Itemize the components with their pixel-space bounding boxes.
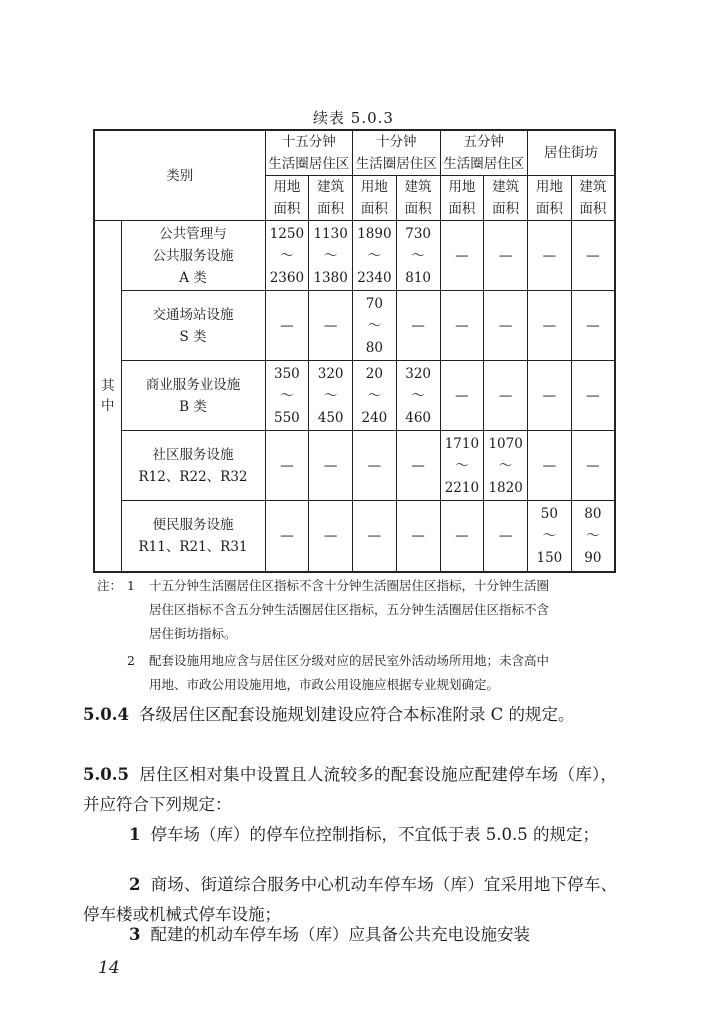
value-cell: [265, 431, 309, 501]
empty-dash: —: [323, 527, 338, 544]
empty-dash: —: [280, 317, 294, 334]
value-part: 1070: [488, 435, 523, 452]
value-cell: [353, 431, 397, 501]
value-cell: [440, 221, 484, 291]
row-category-line: 公共管理与: [159, 225, 227, 242]
row-category-line: A 类: [179, 269, 207, 286]
value-cell: [396, 361, 440, 431]
clause-text: 居住区相对集中设置且人流较多的配套设施应配建停车场（库），并应符合下列规定：: [83, 765, 617, 814]
subheader-building-area: 建筑 面积: [309, 176, 353, 221]
value-cell: [528, 501, 572, 572]
empty-dash: —: [323, 457, 338, 474]
note-text: 十五分钟生活圈居住区指标不含十分钟生活圈居住区指标，十分钟生活圈: [149, 578, 550, 593]
value-part: 810: [405, 269, 432, 286]
value-part: 2210: [444, 479, 480, 496]
value-part: 450: [317, 409, 344, 426]
row-category-line: 便民服务设施: [152, 516, 234, 533]
value-cell: [353, 291, 397, 361]
value-part: 80: [584, 505, 602, 522]
value-part: ～: [280, 387, 294, 404]
row-category-line: B 类: [179, 398, 207, 415]
value-part: 80: [365, 339, 383, 356]
value-cell: [265, 361, 309, 431]
note-item: [97, 574, 637, 598]
value-cell: [265, 501, 309, 572]
clause-5-0-4: [83, 700, 617, 730]
value-part: 1820: [488, 479, 523, 496]
header-group-10min: 十分钟 生活圈居住区: [353, 130, 441, 176]
page-number: 14: [98, 958, 120, 978]
table-row: [94, 431, 615, 501]
empty-dash: —: [586, 317, 600, 334]
value-part: 50: [540, 505, 558, 522]
value-part: 1710: [444, 435, 480, 452]
header-group-15min: 十五分钟 生活圈居住区: [265, 130, 353, 176]
empty-dash: —: [498, 317, 513, 334]
value-cell: [265, 221, 309, 291]
value-cell: [571, 221, 615, 291]
value-cell: [309, 291, 353, 361]
value-part: ～: [542, 527, 557, 544]
subheader-building-area: 建筑 面积: [571, 176, 615, 221]
value-part: 320: [317, 365, 344, 382]
value-part: 320: [405, 365, 432, 382]
note-item: [97, 649, 637, 673]
value-cell: [571, 501, 615, 572]
empty-dash: —: [367, 457, 382, 474]
value-cell: [353, 361, 397, 431]
value-part: ～: [586, 527, 600, 544]
value-cell: [571, 361, 615, 431]
value-cell: [396, 431, 440, 501]
note-text: 用地、市政公用设施用地，市政公用设施应根据专业规划确定。: [149, 677, 500, 692]
value-cell: [309, 221, 353, 291]
value-part: ～: [367, 247, 382, 264]
subheader-land-area: 用地 面积: [265, 176, 309, 221]
empty-dash: —: [498, 387, 513, 404]
value-part: ～: [498, 457, 513, 474]
value-part: ～: [280, 247, 294, 264]
value-part: ～: [455, 457, 469, 474]
row-category-line: 社区服务设施: [152, 446, 234, 463]
empty-dash: —: [323, 317, 338, 334]
subheader-land-area: 用地 面积: [440, 176, 484, 221]
empty-dash: —: [498, 527, 513, 544]
empty-dash: —: [586, 387, 600, 404]
note-text: 居住街坊指标。: [149, 626, 237, 641]
subheader-land-area: 用地 面积: [528, 176, 572, 221]
value-cell: [440, 361, 484, 431]
value-cell: [484, 291, 528, 361]
row-category: [121, 431, 265, 501]
value-cell: [353, 221, 397, 291]
empty-dash: —: [367, 527, 382, 544]
row-category-line: 公共服务设施: [152, 247, 234, 264]
table-row: [94, 221, 615, 291]
subheader-building-area: 建筑 面积: [396, 176, 440, 221]
item-text: 配建的机动车停车场（库）应具备公共充电设施安装: [150, 925, 530, 944]
header-group-block: 居住街坊: [528, 130, 616, 176]
note-number: 2: [127, 653, 135, 668]
value-part: ～: [411, 387, 425, 404]
table-caption: 续表 5.0.3: [313, 109, 394, 127]
value-cell: [528, 431, 572, 501]
side-label-char: 其: [101, 377, 115, 394]
value-part: 350: [273, 365, 300, 382]
value-cell: [484, 361, 528, 431]
value-part: 1130: [313, 225, 348, 242]
item-1: [83, 820, 617, 850]
clause-5-0-5: [83, 760, 617, 820]
empty-dash: —: [498, 247, 513, 264]
table-row: [94, 361, 615, 431]
empty-dash: —: [542, 247, 557, 264]
row-category: [121, 221, 265, 291]
value-part: 1380: [313, 269, 348, 286]
value-part: ～: [323, 247, 338, 264]
value-cell: [484, 431, 528, 501]
item-number: 3: [129, 925, 141, 944]
value-cell: [528, 221, 572, 291]
value-cell: [528, 291, 572, 361]
value-cell: [309, 501, 353, 572]
empty-dash: —: [455, 387, 469, 404]
row-category: [121, 291, 265, 361]
table-notes: [97, 574, 637, 697]
empty-dash: —: [411, 317, 425, 334]
value-part: 150: [536, 549, 563, 566]
empty-dash: —: [280, 527, 294, 544]
empty-dash: —: [542, 387, 557, 404]
value-part: ～: [323, 387, 338, 404]
value-cell: [440, 291, 484, 361]
row-category: [121, 361, 265, 431]
item-text: 停车场（库）的停车位控制指标，不宜低于表 5.0.5 的规定；: [150, 825, 599, 844]
note-text: 居住区指标不含五分钟生活圈居住区指标，五分钟生活圈居住区指标不含: [149, 602, 550, 617]
clause-number: 5.0.5: [83, 765, 129, 784]
empty-dash: —: [542, 317, 557, 334]
empty-dash: —: [411, 457, 425, 474]
value-part: 2360: [269, 269, 305, 286]
header-group-5min: 五分钟 生活圈居住区: [440, 130, 528, 176]
value-cell: [309, 431, 353, 501]
value-part: 90: [584, 549, 602, 566]
value-cell: [396, 501, 440, 572]
value-cell: [309, 361, 353, 431]
table-row: [94, 501, 615, 572]
value-part: 460: [405, 409, 432, 426]
note-number: 1: [127, 578, 135, 593]
empty-dash: —: [455, 527, 469, 544]
table-row: [94, 291, 615, 361]
value-cell: [440, 431, 484, 501]
empty-dash: —: [280, 457, 294, 474]
value-cell: [484, 221, 528, 291]
clause-text: 各级居住区配套设施规划建设应符合本标准附录 C 的规定。: [138, 705, 575, 724]
subheader-building-area: 建筑 面积: [484, 176, 528, 221]
value-part: ～: [367, 387, 382, 404]
facility-table: [93, 129, 616, 573]
value-cell: [265, 291, 309, 361]
value-part: 1890: [357, 225, 392, 242]
empty-dash: —: [586, 457, 600, 474]
value-cell: [396, 221, 440, 291]
value-part: 20: [365, 365, 383, 382]
row-category-line: 商业服务业设施: [145, 376, 241, 393]
value-part: ～: [411, 247, 425, 264]
empty-dash: —: [411, 527, 425, 544]
clause-number: 5.0.4: [83, 705, 129, 724]
empty-dash: —: [455, 247, 469, 264]
value-cell: [396, 291, 440, 361]
row-category-line: R11、R21、R31: [138, 538, 248, 555]
row-category-line: S 类: [179, 328, 207, 345]
note-text: 配套设施用地应含与居住区分级对应的居民室外活动场所用地；未含高中: [149, 653, 550, 668]
side-label-char: 中: [101, 397, 115, 414]
item-text: 商场、街道综合服务中心机动车停车场（库）宜采用地下停车、停车楼或机械式停车设施；: [83, 875, 617, 924]
row-category: [121, 501, 265, 572]
notes-label: 注：: [97, 578, 123, 593]
header-category: 类别: [94, 130, 265, 221]
item-number: 2: [129, 875, 141, 894]
value-cell: [571, 291, 615, 361]
subheader-land-area: 用地 面积: [353, 176, 397, 221]
item-3: [83, 920, 617, 950]
value-cell: [440, 501, 484, 572]
value-part: 730: [405, 225, 432, 242]
side-label: [94, 221, 121, 572]
value-cell: [528, 361, 572, 431]
value-cell: [484, 501, 528, 572]
item-number: 1: [129, 825, 141, 844]
row-category-line: 交通场站设施: [152, 306, 234, 323]
value-part: ～: [367, 317, 382, 334]
value-part: 550: [273, 409, 300, 426]
value-part: 2340: [357, 269, 392, 286]
value-cell: [353, 501, 397, 572]
empty-dash: —: [586, 247, 600, 264]
value-part: 1250: [269, 225, 305, 242]
value-part: 240: [361, 409, 388, 426]
value-part: 70: [365, 295, 383, 312]
empty-dash: —: [455, 317, 469, 334]
row-category-line: R12、R22、R32: [138, 468, 248, 485]
empty-dash: —: [542, 457, 557, 474]
value-cell: [571, 431, 615, 501]
